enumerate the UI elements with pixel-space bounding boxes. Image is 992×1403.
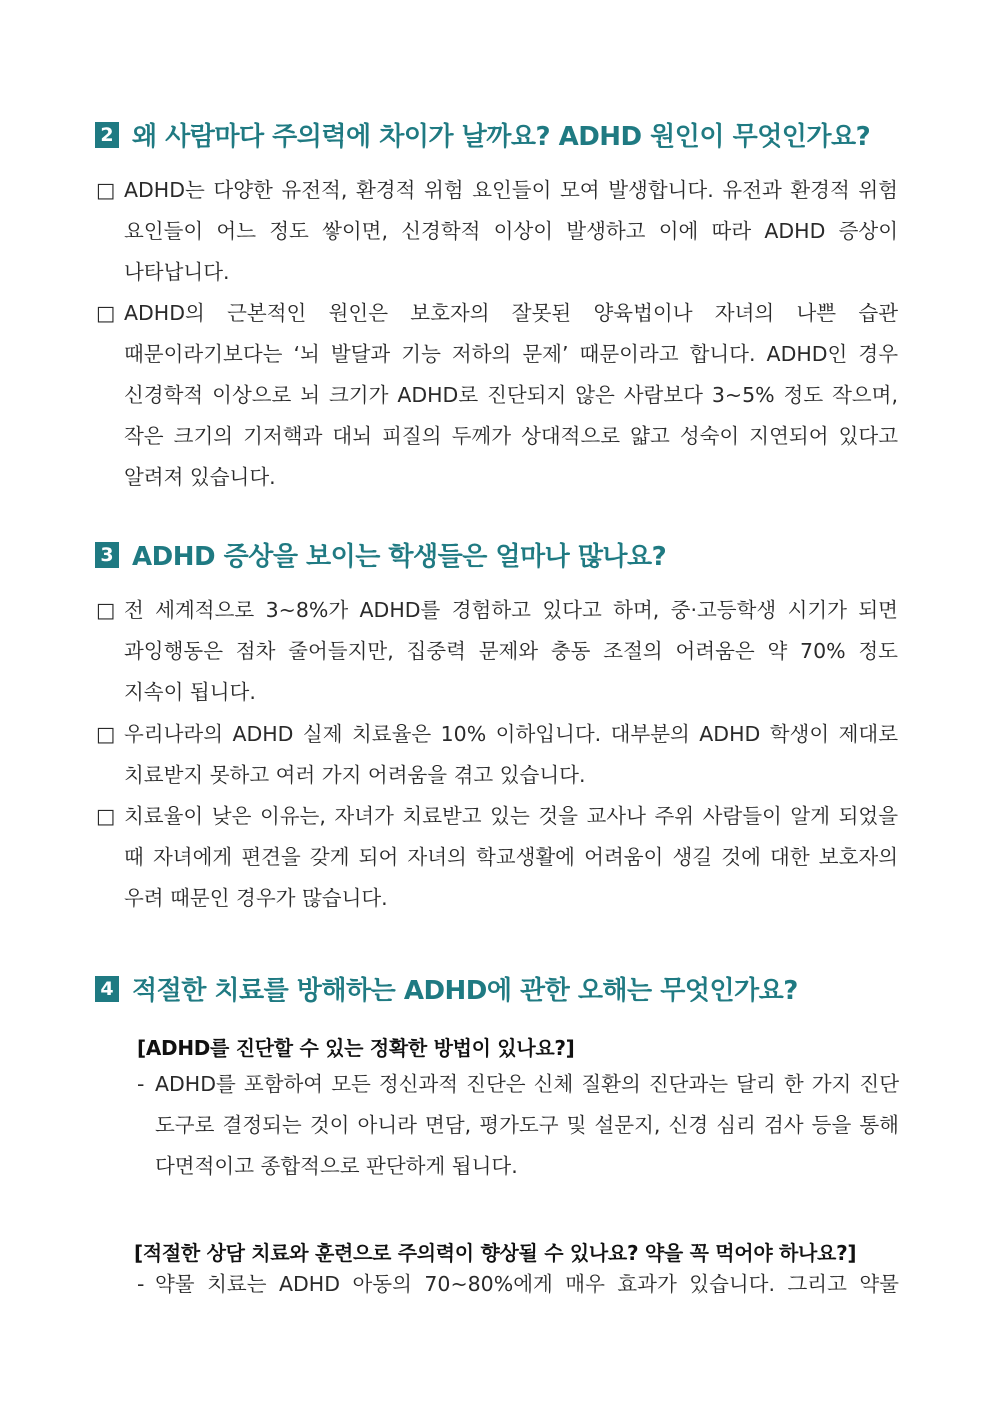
bullet-item	[96, 714, 898, 796]
dash-text: 약물 치료는 ADHD 아동의 70~80%에게 매우 효과가 있습니다. 그리고 약물	[155, 1272, 899, 1296]
dash-marker: -	[137, 1272, 145, 1296]
checkbox-icon: □	[96, 804, 116, 828]
dash-item	[137, 1064, 899, 1187]
subsection-heading: [적절한 상담 치료와 훈련으로 주의력이 향상될 수 있나요? 약을 꼭 먹어야 하나요?]	[134, 1241, 857, 1265]
section-title: ADHD 증상을 보이는 학생들은 얼마나 많나요?	[132, 542, 667, 572]
bullet-item	[96, 170, 898, 293]
section-number-badge: 4	[95, 976, 119, 1002]
section-title: 적절한 치료를 방해하는 ADHD에 관한 오해는 무엇인가요?	[132, 976, 798, 1006]
bullet-text: 우리나라의 ADHD 실제 치료율은 10% 이하입니다. 대부분의 ADHD 학생이 제대로 치료받지 못하고 여러 가지 어려움을 겪고 있습니다.	[124, 722, 898, 787]
bullet-text: 치료율이 낮은 이유는, 자녀가 치료받고 있는 것을 교사나 주위 사람들이 알게 되었을 때 자녀에게 편견을 갖게 되어 자녀의 학교생활에 어려움이 생길 것에 대한 보호자의 우려 때문인 경우가 많습니다.	[124, 804, 898, 910]
section-3-heading	[95, 536, 900, 573]
checkbox-icon: □	[96, 178, 116, 202]
bullet-text: ADHD는 다양한 유전적, 환경적 위험 요인들이 모여 발생합니다. 유전과 환경적 위험 요인들이 어느 정도 쌓이면, 신경학적 이상이 발생하고 이에 따라 ADHD 증상이 나타납니다.	[124, 178, 898, 284]
section-number-badge: 2	[95, 122, 119, 148]
section-4-heading	[95, 970, 900, 1007]
bullet-item	[96, 590, 898, 713]
checkbox-icon: □	[96, 722, 116, 746]
section-2-heading	[95, 116, 900, 153]
section-title: 왜 사람마다 주의력에 차이가 날까요? ADHD 원인이 무엇인가요?	[132, 122, 871, 152]
dash-text: ADHD를 포함하여 모든 정신과적 진단은 신체 질환의 진단과는 달리 한 가지 진단 도구로 결정되는 것이 아니라 면담, 평가도구 및 설문지, 신경 심리 검사 등을 통해 다면적이고 종합적으로 판단하게 됩니다.	[155, 1072, 899, 1178]
dash-marker: -	[137, 1072, 145, 1096]
dash-item	[137, 1264, 899, 1305]
section-number-badge: 3	[95, 542, 119, 568]
subsection-heading: [ADHD를 진단할 수 있는 정확한 방법이 있나요?]	[137, 1036, 575, 1060]
bullet-text: ADHD의 근본적인 원인은 보호자의 잘못된 양육법이나 자녀의 나쁜 습관 때문이라기보다는 ‘뇌 발달과 기능 저하의 문제’ 때문이라고 합니다. ADHD인 경우 신경학적 이상으로 뇌 크기가 ADHD로 진단되지 않은 사람보다 3~5% 정도 작으며, 작은 크기의 기저핵과 대뇌 피질의 두께가 상대적으로 얇고 성숙이 지연되어 있다고 알려져 있습니다.	[124, 301, 898, 489]
bullet-text: 전 세계적으로 3~8%가 ADHD를 경험하고 있다고 하며, 중·고등학생 시기가 되면 과잉행동은 점차 줄어들지만, 집중력 문제와 충동 조절의 어려움은 약 70% 정도 지속이 됩니다.	[124, 598, 898, 704]
bullet-item	[96, 796, 898, 919]
checkbox-icon: □	[96, 301, 116, 325]
checkbox-icon: □	[96, 598, 116, 622]
bullet-item	[96, 293, 898, 498]
